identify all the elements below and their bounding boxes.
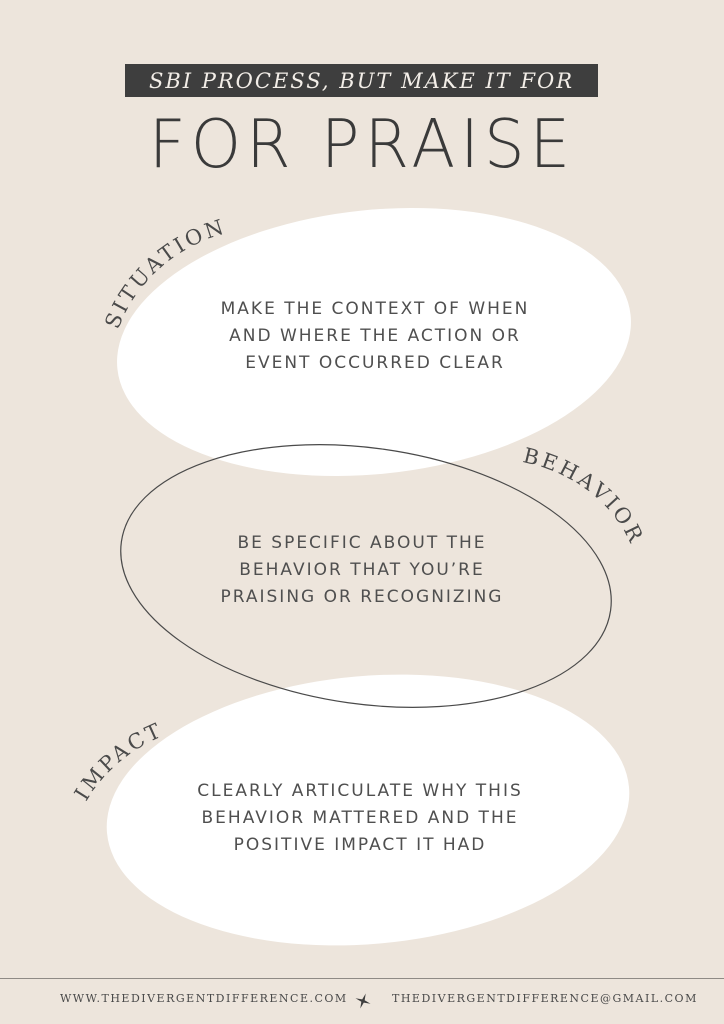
behavior-line: BEHAVIOR THAT YOU’RE [239, 560, 485, 580]
impact-label: IMPACT [69, 717, 167, 805]
behavior-label: BEHAVIOR [520, 443, 649, 549]
impact-description [160, 778, 560, 859]
behavior-line: BE SPECIFIC ABOUT THE [237, 533, 487, 553]
behavior-description [172, 530, 552, 611]
situation-line: AND WHERE THE ACTION OR [229, 326, 521, 346]
footer-website[interactable]: WWW.THEDIVERGENTDIFFERENCE.COM [60, 992, 348, 1005]
situation-line: MAKE THE CONTEXT OF WHEN [220, 299, 530, 319]
situation-line: EVENT OCCURRED CLEAR [245, 353, 505, 373]
situation-label: SITUATION [100, 214, 230, 332]
behavior-line: PRAISING OR RECOGNIZING [220, 587, 504, 607]
footer-email[interactable]: THEDIVERGENTDIFFERENCE@GMAIL.COM [392, 992, 698, 1005]
impact-line: BEHAVIOR MATTERED AND THE [201, 808, 519, 828]
sparkle-icon [355, 993, 371, 1009]
impact-line: CLEARLY ARTICULATE WHY THIS [197, 781, 523, 801]
impact-line: POSITIVE IMPACT IT HAD [233, 835, 487, 855]
sbi-banner: SBI PROCESS, BUT MAKE IT FOR [125, 64, 598, 97]
situation-description [180, 296, 570, 377]
page-title: FOR PRAISE [148, 106, 576, 184]
footer-divider [0, 978, 724, 979]
